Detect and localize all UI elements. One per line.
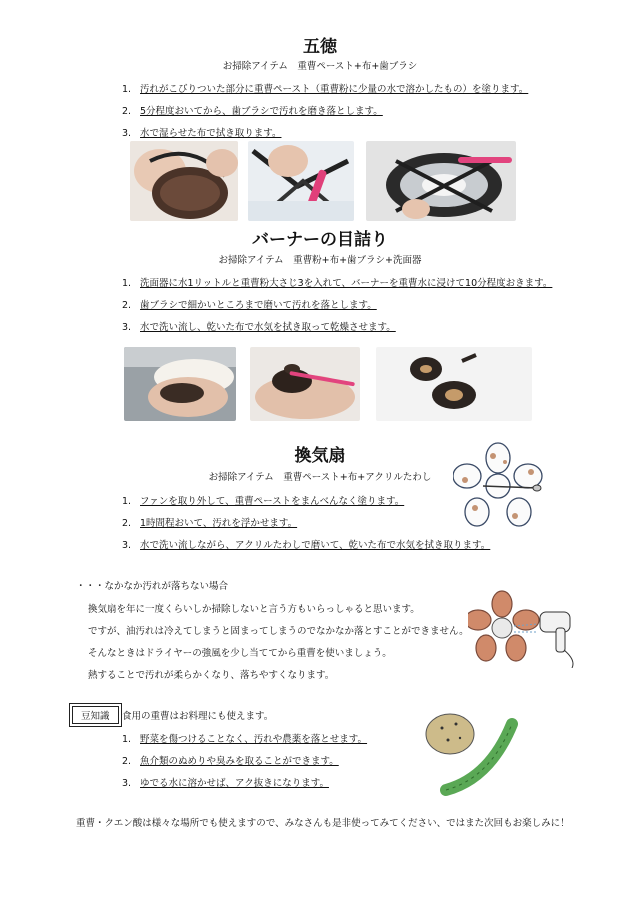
step-item: 1. 洗面器に水1リットルと重曹粉大さじ3を入れて、バーナーを重曹水に浸けて10分程度おきます。: [122, 278, 553, 289]
soak-towel-photo: [124, 347, 236, 421]
step-item: 2. 5分程度おいてから、歯ブラシで汚れを磨き落とします。: [122, 106, 383, 117]
tip-line: 換気扇を年に一度くらいしか掃除しないと言う方もいらっしゃると思います。: [88, 604, 420, 615]
photo-gotoku-brush: [248, 141, 354, 221]
step-item: 2. 1時間程おいて、汚れを浮かせます。: [122, 518, 298, 529]
dry-burner-photo: [376, 347, 532, 421]
photo-burner-soak: [124, 347, 236, 421]
step-item: 1. 野菜を傷つけることなく、汚れや農薬を落とせます。: [122, 734, 368, 745]
step-item: 3. ゆでる水に溶かせば、アク抜きになります。: [122, 778, 329, 789]
fan-illustration: [453, 442, 543, 528]
tip-line: ですが、油汚れは冷えてしまうと固まってしまうのでなかなか落とすことができません。: [88, 626, 469, 637]
brush-scrub-photo: [248, 141, 354, 221]
step-item: 2. 魚介類のぬめりや臭みを取ることができます。: [122, 756, 339, 767]
brush-burner-photo: [250, 347, 360, 421]
photo-burner-dry: [376, 347, 532, 421]
photo-gotoku-wipe: [366, 141, 516, 221]
step-item: 3. 水で洗い流しながら、アクリルたわしで磨いて、乾いた布で水気を拭き取ります。: [122, 540, 491, 551]
cleaning-items-gotoku: お掃除アイテム 重曹ペースト+布+歯ブラシ: [222, 61, 418, 72]
footer-message: 重曹・クエン酸は様々な場所でも使えますので、みなさんも是非使ってみてください、ではまた次回もお楽しみに！: [76, 818, 570, 829]
tip-line: 熱することで汚れが柔らかくなり、落ちやすくなります。: [88, 670, 335, 681]
tip-line: そんなときはドライヤーの強風を少し当ててから重曹を使いましょう。: [88, 648, 392, 659]
trivia-lead: 食用の重曹はお料理にも使えます。: [122, 711, 274, 722]
section-title-fan: 換気扇: [294, 446, 346, 466]
step-item: 3. 水で湿らせた布で拭き取ります。: [122, 128, 282, 139]
step-item: 1. ファンを取り外して、重曹ペーストをまんべんなく塗ります。: [122, 496, 405, 507]
trivia-badge: 豆知識: [72, 706, 119, 724]
step-item: 3. 水で洗い流し、乾いた布で水気を拭き取って乾燥させます。: [122, 322, 396, 333]
section-title-gotoku: 五徳: [303, 37, 337, 57]
photo-gotoku-paste: [130, 141, 238, 221]
step-item: 2. 歯ブラシで細かいところまで磨いて汚れを落とします。: [122, 300, 377, 311]
dryer-fan-illustration: [468, 588, 582, 668]
tip-heading: ・・・なかなか汚れが落ちない場合: [76, 581, 229, 592]
hand-grate-photo: [130, 141, 238, 221]
wipe-grate-photo: [366, 141, 516, 221]
cleaning-items-burner: お掃除アイテム 重曹粉+布+歯ブラシ+洗面器: [218, 255, 422, 266]
vegetables-illustration: [420, 706, 530, 798]
step-item: 1. 汚れがこびりついた部分に重曹ペースト（重曹粉に少量の水で溶かしたもの）を塗ります。: [122, 84, 529, 95]
section-title-burner: バーナーの目詰り: [252, 230, 388, 250]
cleaning-items-fan: お掃除アイテム 重曹ペースト+布+アクリルたわし: [208, 472, 432, 483]
photo-burner-brush: [250, 347, 360, 421]
